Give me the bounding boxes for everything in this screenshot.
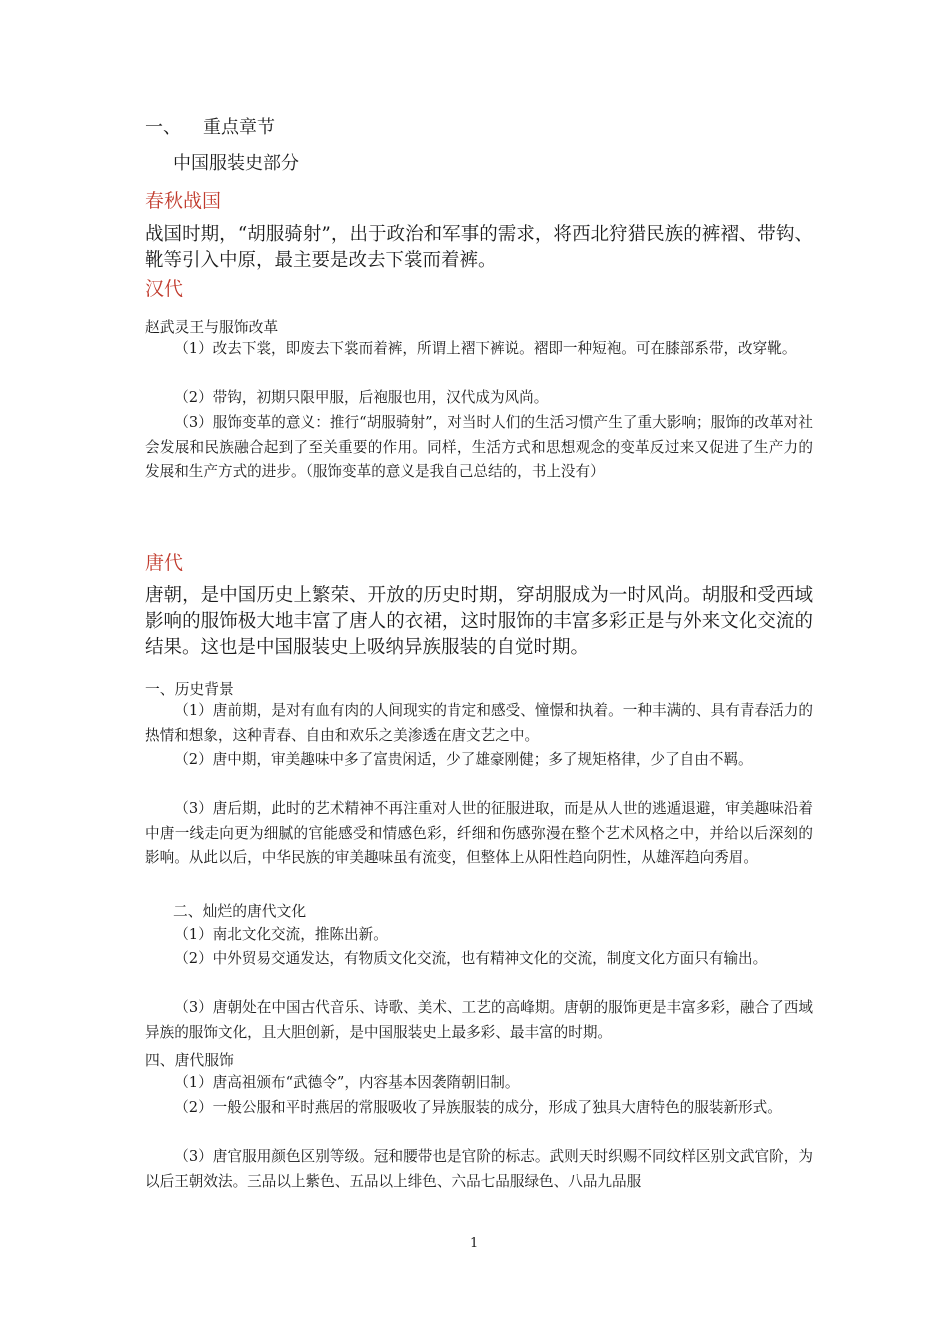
tang-culture-title: 二、灿烂的唐代文化	[173, 903, 307, 920]
han-paragraph-1: （1）改去下裳，即废去下裳而着裤，所谓上褶下裤说。褶即一种短袍。可在膝部系带，改穿靴。	[174, 340, 797, 357]
tang-background-2: （2）唐中期，审美趣味中多了富贵闲适，少了雄豪刚健；多了规矩格律，少了自由不羁。	[174, 751, 753, 768]
heading-title: 重点章节	[203, 117, 275, 138]
tang-dress-2: （2）一般公服和平时燕居的常服吸收了异族服装的成分，形成了独具大唐特色的服装新形式。	[174, 1099, 782, 1116]
page-number: 1	[470, 1236, 479, 1251]
tang-background-title: 一、历史背景	[145, 681, 234, 698]
section-title-chunqiu: 春秋战国	[145, 190, 222, 212]
han-paragraph-2: （2）带钩，初期只限甲服，后袍服也用，汉代成为风尚。	[174, 389, 549, 406]
section-title-tang: 唐代	[145, 552, 184, 574]
tang-background-3: （3）唐后期，此时的艺术精神不再注重对人世的征服进取，而是从人世的逃遁退避，审美趣味沿着中唐一线走向更为细腻的官能感受和情感色彩，纤细和伤感弥漫在整个艺术风格之中，并给以后深刻的影响。从此以后，中华民族的审美趣味虽有流变，但整体上从阳性趋向阴性，从雄浑趋向秀眉。	[145, 800, 813, 866]
section-body-chunqiu: 战国时期，“胡服骑射”，出于政治和军事的需求，将西北狩猎民族的裤褶、带钩、靴等引入中原，最主要是改去下裳而着裤。	[145, 224, 813, 271]
subheading: 中国服装史部分	[173, 153, 299, 174]
tang-background-1: （1）唐前期，是对有血有肉的人间现实的肯定和感受、憧憬和执着。一种丰满的、具有青春活力的热情和想象，这种青春、自由和欢乐之美渗透在唐文艺之中。	[145, 702, 813, 744]
tang-dress-1: （1）唐高祖颁布“武德令”，内容基本因袭隋朝旧制。	[174, 1074, 520, 1091]
heading-number: 一、	[145, 117, 181, 138]
han-paragraph-3: （3）服饰变革的意义：推行“胡服骑射”，对当时人们的生活习惯产生了重大影响；服饰的改革对社会发展和民族融合起到了至关重要的作用。同样，生活方式和思想观念的变革反过来又促进了生产力的发展和生产方式的进步。（服饰变革的意义是我自己总结的，书上没有）	[145, 414, 813, 480]
tang-intro: 唐朝，是中国历史上繁荣、开放的历史时期，穿胡服成为一时风尚。胡服和受西域影响的服饰极大地丰富了唐人的衣裙，这时服饰的丰富多彩正是与外来文化交流的结果。这也是中国服装史上吸纳异族服装的自觉时期。	[145, 585, 813, 658]
tang-dress-3: （3）唐官服用颜色区别等级。冠和腰带也是官阶的标志。武则天时织赐不同纹样区别文武官阶，为以后王朝效法。三品以上紫色、五品以上绯色、六品七品服绿色、八品九品服	[145, 1148, 813, 1190]
tang-culture-1: （1）南北文化交流，推陈出新。	[174, 926, 388, 943]
han-subtitle: 赵武灵王与服饰改革	[145, 319, 279, 336]
tang-dress-title: 四、唐代服饰	[145, 1052, 234, 1069]
tang-culture-3: （3）唐朝处在中国古代音乐、诗歌、美术、工艺的高峰期。唐朝的服饰更是丰富多彩，融合了西域异族的服饰文化，且大胆创新，是中国服装史上最多彩、最丰富的时期。	[145, 999, 813, 1041]
tang-culture-2: （2）中外贸易交通发达，有物质文化交流，也有精神文化的交流，制度文化方面只有输出。	[174, 950, 768, 967]
section-title-han: 汉代	[145, 278, 184, 300]
